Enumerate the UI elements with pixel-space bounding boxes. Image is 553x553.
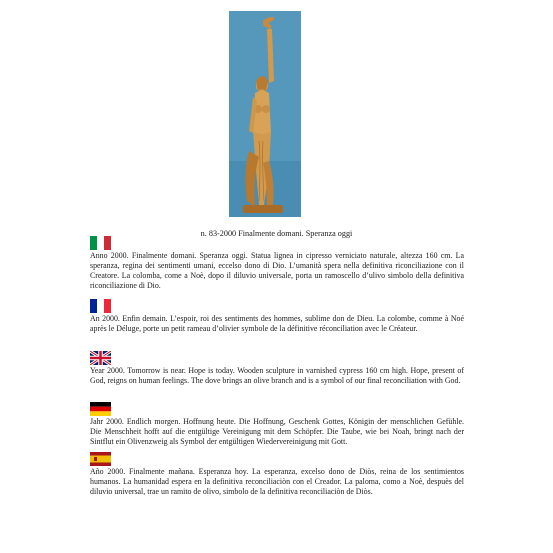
section-german [90, 402, 464, 447]
section-text: Year 2000. Tomorrow is near. Hope is today. Wooden sculpture in varnished cypress 160 cm high. Hope, present of God, reigns on human feelings. The dove brings an olive branch and is a symbol of our final reconciliation with God. [90, 366, 464, 386]
photo-caption: n. 83-2000 Finalmente domani. Speranza oggi [200, 229, 353, 238]
germany-flag-icon [90, 402, 111, 416]
section-english [90, 351, 464, 386]
spain-flag-icon [90, 452, 111, 466]
section-text: An 2000. Enfin demain. L’espoir, roi des sentiments des hommes, sublime don de Dieu. La colombe, comme à Noé après le Déluge, porte un petit rameau d’olivier symbole de la définitive réconciliation avec le Créateur. [90, 314, 464, 334]
section-text: Año 2000. Finalmente mañana. Esperanza hoy. La esperanza, excelso dono de Diòs, reina de los sentimientos humanos. La humanidad espera en la definitiva reconciliaciòn con el Creador. La paloma, como a Noè, despuès del diluvio universal, trae un ramito de olivo, simbolo de la definitiva reconciliaciòn de Diòs. [90, 467, 464, 497]
section-spanish [90, 452, 464, 497]
section-text: Jahr 2000. Endlich morgen. Hoffnung heute. Die Hoffnung, Geschenk Gottes, Königin der menschlichen Gefühle. Die Menschheit hofft auf die entgültige Vereinigung mit dem Schöpfer. Die Taube, wie bei Noah, bringt nach der Sintflut ein Olivenzweig als Symbol der entgültigen Wiedervereinigung mit Gott. [90, 417, 464, 447]
uk-flag-icon [90, 351, 111, 365]
italy-flag-icon [90, 236, 111, 250]
wooden-statue-image [229, 11, 301, 217]
france-flag-icon [90, 299, 111, 313]
section-italian [90, 236, 464, 291]
section-french [90, 299, 464, 334]
statue-photo [229, 11, 301, 217]
section-text: Anno 2000. Finalmente domani. Speranza oggi. Statua lignea in cipresso verniciato naturale, altezza 160 cm. La speranza, regina dei sentimenti umani, eccelso dono di Dio. L’umanità spera nella definitiva riconciliazione con il Creatore. La colomba, come a Noè, dopo il diluvio universale, porta un ramoscello d’ulivo simbolo della definitiva riconciliazione di Dio. [90, 251, 464, 291]
